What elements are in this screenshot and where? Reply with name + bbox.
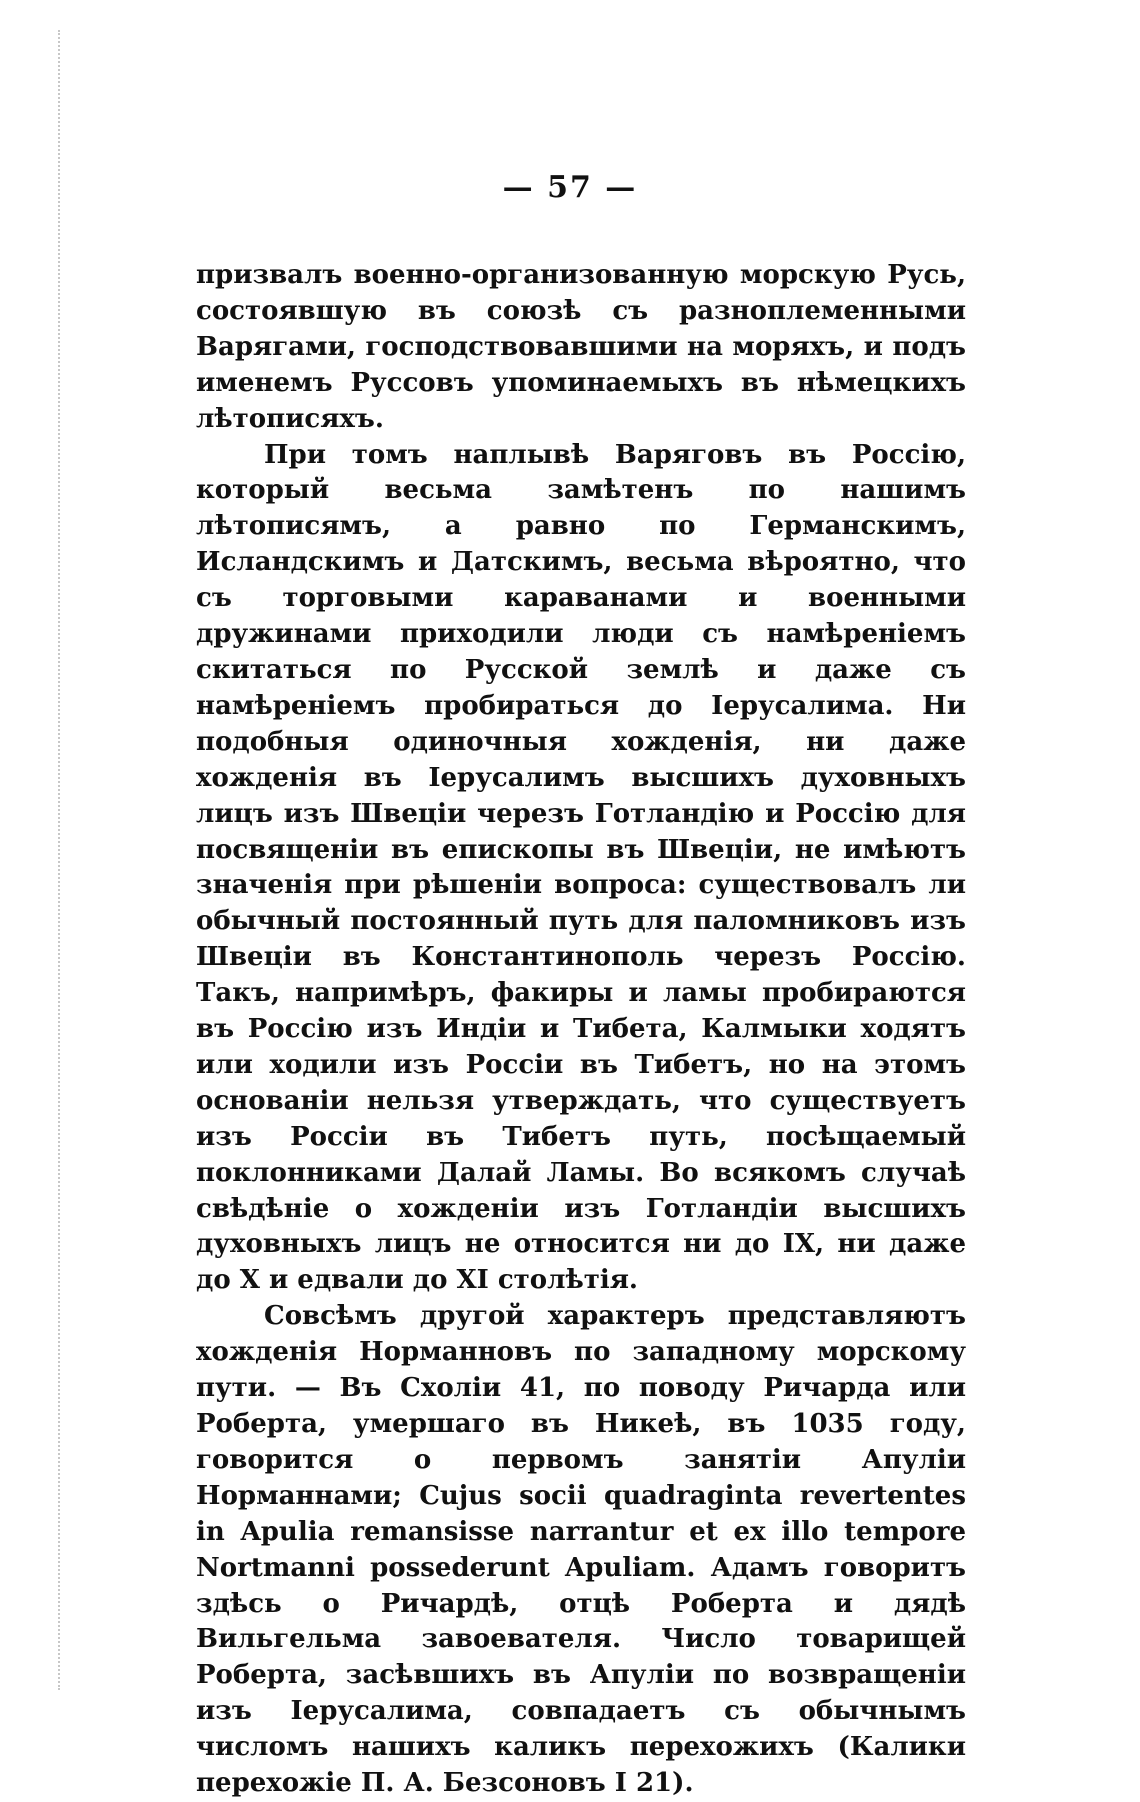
paragraph-2: При томъ наплывѣ Варяговъ въ Россію, который весьма замѣтенъ по нашимъ лѣтописямъ, а равно по Германскимъ, Исландскимъ и Датскимъ, весьма вѣроятно, что съ торговыми караванами и военными дружинами приходили люди съ намѣреніемъ скитаться по Русской землѣ и даже съ намѣреніемъ пробираться до Іерусалима. Ни подобныя одиночныя хожденія, ни даже хожденія въ Іерусалимъ высшихъ духовныхъ лицъ изъ Швеціи черезъ Готландію и Россію для посвященіи въ епископы въ Швеціи, не имѣютъ значенія при рѣшеніи вопроса: существовалъ ли обычный постоянный путь для паломниковъ изъ Швеціи въ Константинополь черезъ Россію. Такъ, напримѣръ, факиры и ламы пробираются въ Россію изъ Индіи и Тибета, Калмыки ходятъ или ходили изъ Россіи въ Тибетъ, но на этомъ основаніи нельзя утверждать, что существуетъ изъ Россіи въ Тибетъ путь, посѣщаемый поклонниками Далай Ламы. Во всякомъ случаѣ свѣдѣніе о хожденіи изъ Готландіи высшихъ духовныхъ лицъ не относится ни до IX, ни даже до X и едвали до XI столѣтія. <box>196 439 966 1296</box>
paragraph-3: Совсѣмъ другой характеръ представляютъ хожденія Норманновъ по западному морскому пути. — Въ Схоліи 41, по поводу Ричарда или Роберта, умершаго въ Никеѣ, въ 1035 году, говорится о первомъ занятіи Апуліи Норманнами; Cujus socii quadraginta revertentes in Apulia remansisse narrantur et ex illo tempore Nortmanni possederunt Apuliam. Адамъ говоритъ здѣсь о Ричардѣ, отцѣ Роберта и дядѣ Вильгельма завоевателя. Число товарищей Роберта, засѣвшихъ въ Апуліи по возвращеніи изъ Іерусалима, совпадаетъ съ обычнымъ числомъ нашихъ каликъ перехожихъ (Калики перехожіе П. А. Безсоновъ I 21). <box>196 1301 966 1799</box>
scan-edge-dots <box>58 30 60 1690</box>
body-text <box>196 258 966 1802</box>
paragraph-1: призвалъ военно-организованную морскую Русь, состоявшую въ союзѣ съ разноплеменными Варягами, господствовавшими на моряхъ, и подъ именемъ Руссовъ упоминаемыхъ въ нѣмецкихъ лѣтописяхъ. <box>196 260 966 434</box>
page-number: — 57 — <box>502 170 638 205</box>
